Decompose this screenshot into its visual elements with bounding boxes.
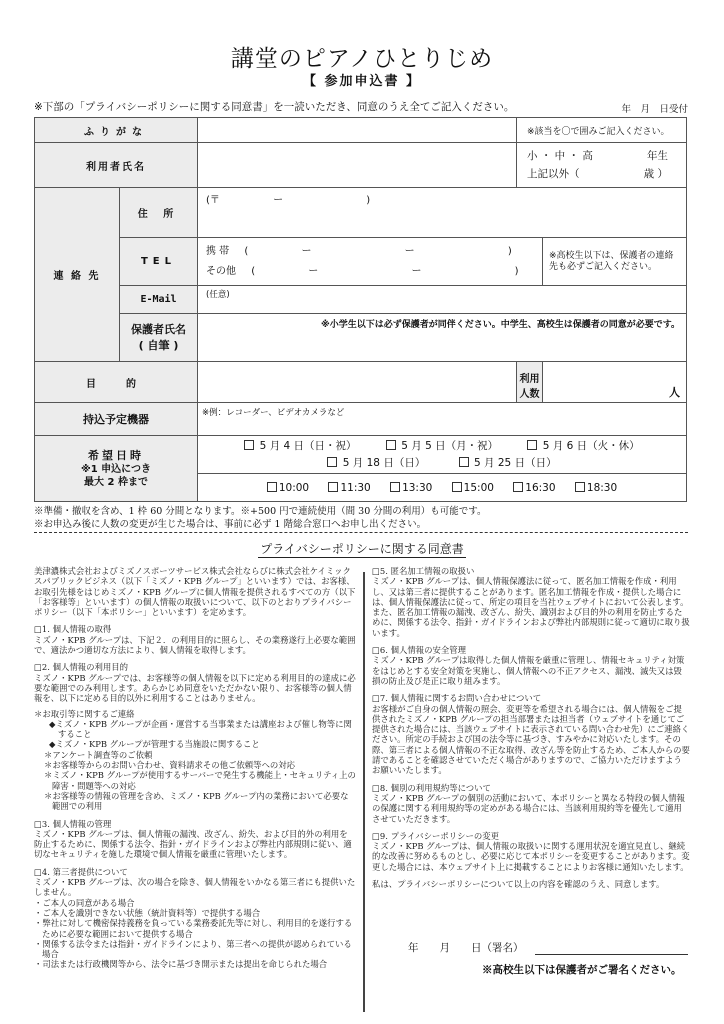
name-input[interactable] (198, 143, 517, 188)
date-option[interactable]: 5 月 4 日（日・祝） (244, 440, 356, 452)
email-label: E-Mail (120, 286, 198, 314)
privacy-intro: 美津濃株式会社およびミズノスポーツサービス株式会社ならびに株式会社ケイミックスパブリックビジネス（以下「ミズノ・KPB グループ」といいます）では、お客様、お取引先様をはじめミズノ・KPB グループに個人情報を提供されるすべての方（以下「お客様等」といいます）の個人情報の取扱いについて、以下のとおりプライバシーポリシー（以下「本ポリシー」といいます）を定めます。 (34, 566, 356, 618)
signature-note: ※高校生以下は保護者がご署名ください。 (482, 964, 682, 976)
time-option[interactable]: 18:30 (575, 482, 617, 494)
instruction-text: ※下部の「プライバシーポリシーに関する同意書」を一読いただき、同意のうえ全てご記入ください。 (34, 101, 515, 113)
privacy-section-6: □6. 個人情報の安全管理 ミズノ・KPB グループは取得した個人情報を厳重に管理し、情報セキュリティ対策をはじめとする安全対策を実施し、個人情報への不正アクセス、漏洩、滅失又は毀損の防止及び是正に取り組みます。 (372, 645, 685, 686)
contact-label: 連 絡 先 (35, 188, 120, 362)
privacy-left-column (34, 566, 356, 970)
privacy-section-9: □9. プライバシーポリシーの変更 ミズノ・KPB グループは、個人情報の取扱いに関する運用状況を適宜見直し、継続的な改善に努めるものとし、必要に応じて本ポリシーを変更することがあります。変更した場合には、本ウェブサイト上に掲載することによりお客様に通知いたします。 (372, 830, 690, 872)
date-option[interactable]: 5 月 5 日（月・祝） (386, 440, 498, 452)
application-form (34, 117, 687, 502)
address-label: 住 所 (120, 188, 198, 238)
address-input[interactable]: (〒 ー ) (198, 188, 687, 238)
time-option[interactable]: 16:30 (513, 482, 555, 494)
checkbox-icon[interactable] (527, 440, 537, 450)
tel-note: ※高校生以下は、保護者の連絡先も必ずご記入ください。 (543, 238, 687, 286)
purpose-label: 目 的 (35, 362, 198, 403)
tel-inputs[interactable]: 携 帯 ( ー ー ) その他 ( ー ー ) (198, 238, 543, 286)
received-date: 年 月 日受付 (621, 104, 688, 115)
checkbox-icon[interactable] (267, 482, 277, 492)
column-divider (363, 572, 365, 1012)
date-option[interactable]: 5 月 18 日（日） (327, 457, 425, 469)
purpose-list: ＊お取引等に関するご連絡 ◆ミズノ・KPB グループが企画・運営する当事業または講座および催し物等に関すること ◆ミズノ・KPB グループが管理する当施設に関すること ＊アンケート調査等のご依頼 ＊お客様等からのお問い合わせ、資料請求その他ご依頼等への対応 ＊ミズノ・KPB グループが使用するサーバーで発生する機能上・セキュリティ上の障害・問題等への対応 ＊お客様等の情報の管理を含め、ミズノ・KPB グループ内の業務において必要な範囲での利用 (34, 708, 356, 812)
privacy-section-3: □3. 個人情報の管理 ミズノ・KPB グループは、個人情報の漏洩、改ざん、紛失、および目的外の利用を防止するために、関係する法令、指針・ガイドラインおよび弊社内部規則に従い、適切なセキュリティを施した環境で個人情報を厳重に管理いたします。 (34, 818, 352, 860)
date-option[interactable]: 5 月 6 日（火・休） (527, 440, 639, 452)
page-title: 講堂のピアノひとりじめ (230, 46, 494, 72)
time-options (198, 474, 687, 502)
checkbox-icon[interactable] (386, 440, 396, 450)
email-input[interactable]: (任意) (198, 286, 687, 314)
name-label: 利用者氏名 (35, 143, 198, 188)
privacy-section-4: □4. 第三者提供について ミズノ・KPB グループは、次の場合を除き、個人情報をいかなる第三者にも提供いたしません。 ・ご本人の同意がある場合 ・ご本人を識別できない状態（統計資料等）で提供する場合 ・弊社に対して機密保持義務を負っている業務委託先等に対し、利用目的を遂行するために必要な範囲において提供する場合 ・関係する法令または指針・ガイドラインにより、第三者への提供が認められている場合 ・司法または行政機関等から、法令に基づき開示または提出を命じられた場合 (34, 866, 356, 970)
grade-field[interactable]: 小 ・ 中 ・ 高 年生 上記以外（ 歳 ） (517, 143, 687, 188)
privacy-section-2: □2. 個人情報の利用目的 ミズノ・KPB グループでは、お客様等の個人情報を以下に定める利用目的の達成に必要な範囲でのみ利用します。あらかじめ同意をいただかない限り、お客様等の個人情報を、以下に定める目的以外に利用することはありません。 (34, 662, 356, 704)
signature-field[interactable] (535, 954, 688, 955)
checkbox-icon[interactable] (513, 482, 523, 492)
date-option[interactable]: 5 月 25 日（日） (459, 457, 557, 469)
note-line-1: ※準備・撤収を含め、1 枠 60 分間となります。※+500 円で連続使用（間 30 分間の利用）も可能です。 (34, 506, 487, 517)
checkbox-icon[interactable] (575, 482, 585, 492)
time-option[interactable]: 15:00 (452, 482, 494, 494)
time-option[interactable]: 10:00 (267, 482, 309, 494)
privacy-section-1: □1. 個人情報の取得 ミズノ・KPB グループは、下記２．の利用目的に照らし、その業務遂行上必要な範囲で、適法かつ適切な方法により、個人情報を取得します。 (34, 624, 356, 656)
privacy-section-5: □5. 匿名加工情報の取扱い ミズノ・KPB グループは、個人情報保護法に従って、匿名加工情報を作成・利用し、又は第三者に提供することがあります。匿名加工情報を作成・提供した場合には、個人情報保護法に従って、所定の項目を当社ウェブサイトにおいて公表します。また、匿名加工情報の漏洩、改ざん、紛失、識別および目的外の利用を防止するために、関係する法令、指針・ガイドラインおよび弊社内部規則に従って適切に取り扱います。 (372, 566, 690, 638)
privacy-title: プライバシーポリシーに関する同意書 (260, 542, 464, 556)
checkbox-icon[interactable] (390, 482, 400, 492)
privacy-right-column (372, 566, 690, 896)
furigana-label: ふりがな (35, 118, 198, 143)
date-options (198, 436, 687, 474)
checkbox-icon[interactable] (327, 457, 337, 467)
note-line-2: ※お申込み後に人数の変更が生じた場合は、事前に必ず 1 階総合窓口へお申し出ください。 (34, 519, 427, 530)
checkbox-icon[interactable] (459, 457, 469, 467)
checkbox-icon[interactable] (244, 440, 254, 450)
equipment-label: 持込予定機器 (35, 403, 198, 436)
privacy-section-7: □7. 個人情報に関するお問い合わせについて お客様がご自身の個人情報の照会、変更等を希望される場合には、個人情報をご提供されたミズノ・KPB グループの担当部署または担当者（ウェブサイトを通じてご提供された場合には、当該ウェブサイトに表示されている問い合わせ先）にご連絡ください。所定の手続および国の法令等に基づき、すみやかに対応いたします。その際、第三者による個人情報の不正な取得、改ざん等を防止するため、ご本人からの要請であることを確認させていただく場合がありますので、ご協力いただけますようお願いいたします。 (372, 693, 690, 776)
privacy-section-8: □8. 個別の利用規約等について ミズノ・KPB グループの個別の活動において、本ポリシーと異なる特段の個人情報の保護に関する利用規約等の定めがある場合には、当該利用規約等を優先して適用させていただきます。 (372, 782, 685, 824)
checkbox-icon[interactable] (328, 482, 338, 492)
cut-line (34, 532, 688, 533)
people-input[interactable]: 人 (543, 362, 687, 403)
tel-label: TEL (120, 238, 198, 286)
equipment-input[interactable]: ※例：レコーダー、ビデオカメラなど (198, 403, 687, 436)
checkbox-icon[interactable] (452, 482, 462, 492)
time-option[interactable]: 11:30 (328, 482, 370, 494)
purpose-input[interactable] (198, 362, 517, 403)
time-option[interactable]: 13:30 (390, 482, 432, 494)
furigana-input[interactable] (198, 118, 517, 143)
grade-note: ※該当を〇で囲みご記入ください。 (517, 118, 687, 143)
signature-date-label: 年 月 日（署名） (408, 942, 524, 954)
consent-statement: 私は、プライバシーポリシーについて以上の内容を確認のうえ、同意します。 (372, 879, 665, 890)
date-label: 希望日時 ※1 申込につき 最大 2 枠まで (35, 436, 198, 502)
form-subtitle: 【 参加申込書 】 (302, 74, 422, 89)
guardian-input[interactable]: ※小学生以下は必ず保護者が同伴ください。中学生、高校生は保護者の同意が必要です。 (198, 314, 687, 362)
guardian-label: 保護者氏名 ( 自筆 ) (120, 314, 198, 362)
people-label: 利用人数 (517, 362, 543, 403)
